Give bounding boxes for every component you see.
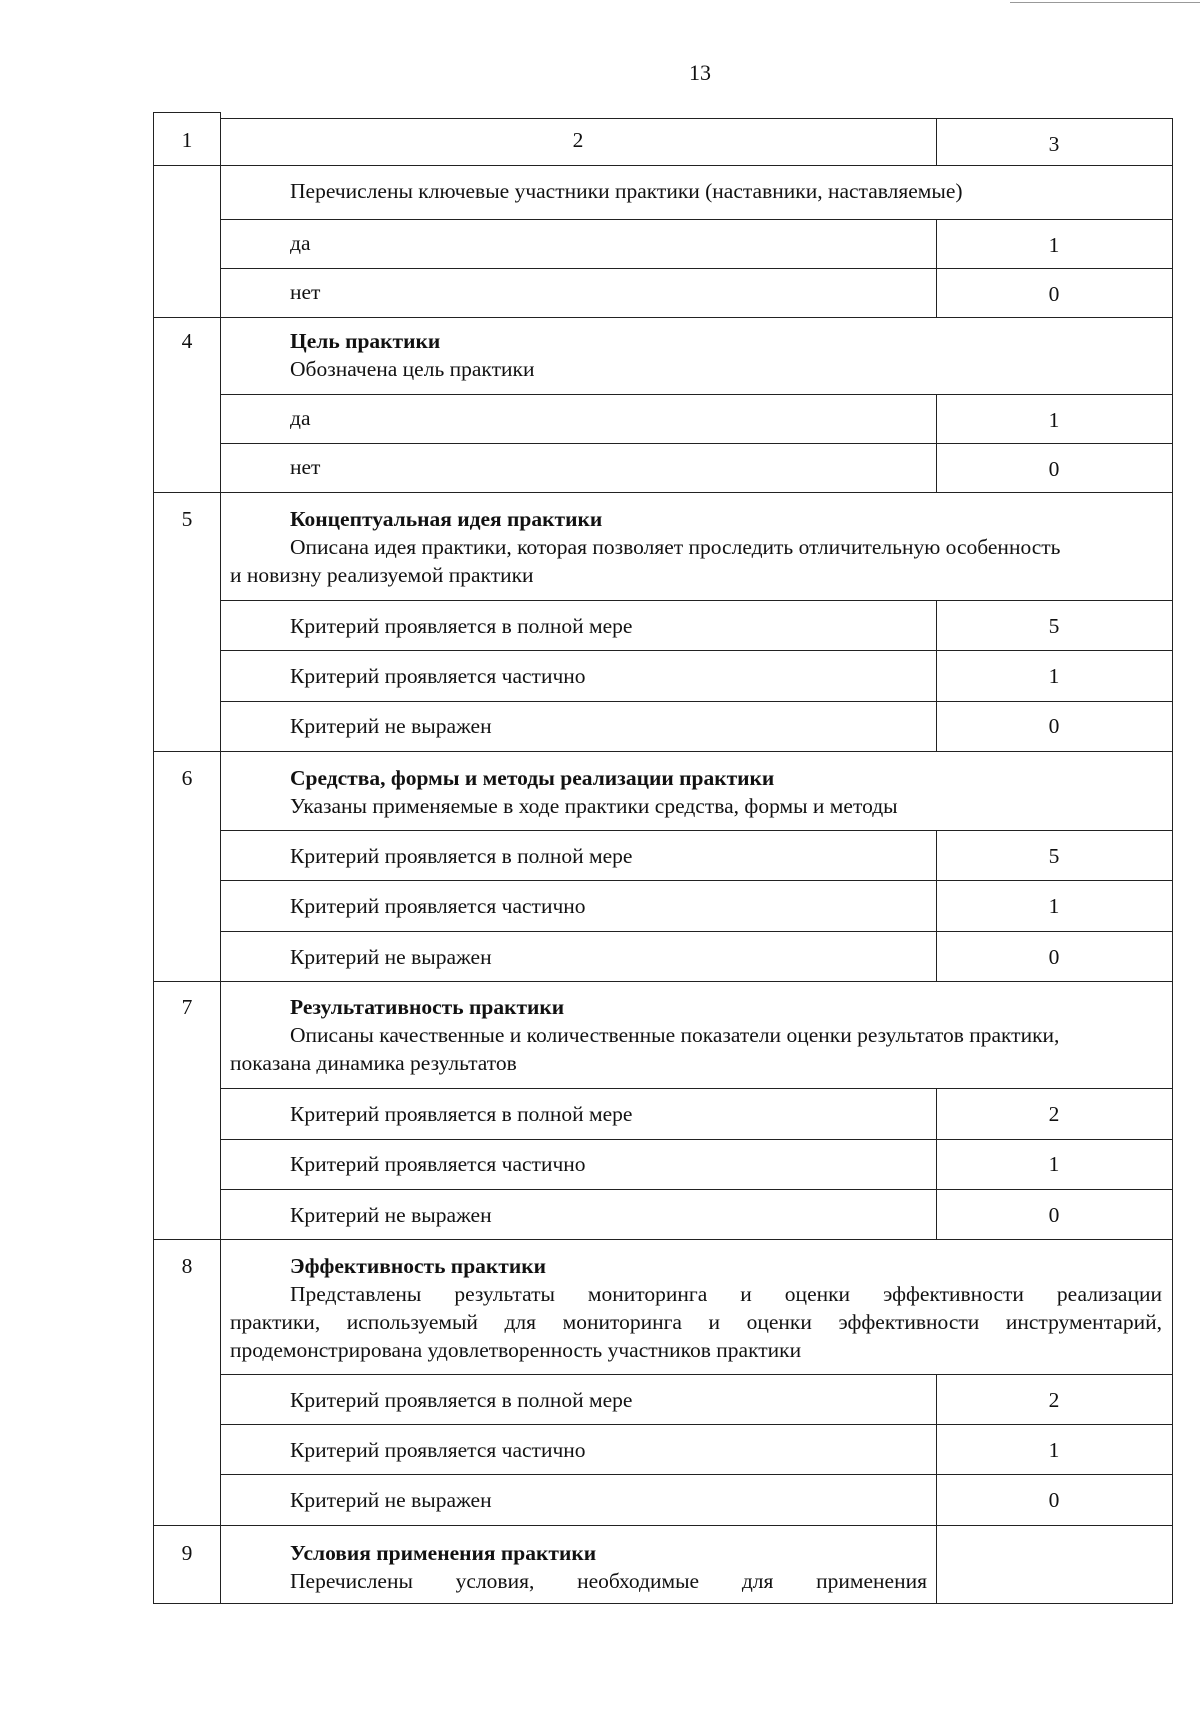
- top-edge-rule: [1010, 2, 1200, 3]
- table-row-divider: [220, 701, 1173, 702]
- option-score: 1: [1048, 894, 1060, 918]
- header-col3: 3: [1048, 132, 1060, 156]
- criterion-description: Обозначена цель практики: [290, 357, 535, 381]
- criterion-description: Перечислены ключевые участники практики (наставники, наставляемые): [290, 179, 963, 203]
- option-score: 1: [1048, 1438, 1060, 1462]
- section-title: Средства, формы и методы реализации практики: [290, 766, 775, 790]
- option-label: Критерий не выражен: [290, 1488, 492, 1512]
- table-row-divider: [153, 165, 1173, 166]
- option-score: 0: [1048, 714, 1060, 738]
- table-row-divider: [220, 1139, 1173, 1140]
- table-row-divider: [220, 219, 1173, 220]
- option-label: Критерий проявляется в полной мере: [290, 614, 633, 638]
- table-row-divider: [220, 830, 1173, 831]
- option-label: Критерий проявляется в полной мере: [290, 844, 633, 868]
- option-score: 2: [1048, 1102, 1060, 1126]
- table-row-divider: [220, 880, 1173, 881]
- criterion-description: и новизну реализуемой практики: [230, 563, 534, 587]
- criterion-description: Перечислены условия, необходимые для применения: [290, 1569, 927, 1593]
- option-label: Критерий проявляется частично: [290, 664, 586, 688]
- option-score: 2: [1048, 1388, 1060, 1412]
- option-label: Критерий проявляется частично: [290, 1438, 586, 1462]
- option-score: 1: [1048, 1152, 1060, 1176]
- header-col1: 1: [181, 128, 193, 152]
- criterion-description: Представлены результаты мониторинга и оценки эффективности реализации: [290, 1282, 1162, 1306]
- option-label: Критерий проявляется частично: [290, 894, 586, 918]
- table-row-divider: [153, 1525, 1173, 1526]
- criterion-description: Описана идея практики, которая позволяет проследить отличительную особенность: [290, 535, 1061, 559]
- option-label: Критерий не выражен: [290, 945, 492, 969]
- section-number: 9: [181, 1541, 193, 1565]
- section-number: 5: [181, 507, 193, 531]
- table-row-divider: [153, 981, 1173, 982]
- option-score: 0: [1048, 282, 1060, 306]
- option-score: 0: [1048, 1203, 1060, 1227]
- section-title: Условия применения практики: [290, 1541, 597, 1565]
- table-col-divider-2: [936, 1525, 937, 1604]
- criterion-description: практики, используемый для мониторинга и оценки эффективности инструментарий,: [230, 1310, 1162, 1334]
- option-score: 5: [1048, 844, 1060, 868]
- table-row-divider: [220, 931, 1173, 932]
- option-label: да: [290, 406, 311, 430]
- table-border-top: [220, 118, 1173, 119]
- table-row-divider: [153, 751, 1173, 752]
- option-score: 5: [1048, 614, 1060, 638]
- table-row-divider: [153, 492, 1173, 493]
- table-row-divider: [220, 268, 1173, 269]
- option-label: Критерий проявляется частично: [290, 1152, 586, 1176]
- option-label: Критерий проявляется в полной мере: [290, 1102, 633, 1126]
- option-label: Критерий проявляется в полной мере: [290, 1388, 633, 1412]
- criterion-description: Указаны применяемые в ходе практики средства, формы и методы: [290, 794, 898, 818]
- option-label: Критерий не выражен: [290, 714, 492, 738]
- table-row-divider: [220, 1474, 1173, 1475]
- table-border-bottom: [153, 1603, 1173, 1604]
- header-col2: 2: [572, 128, 584, 152]
- section-number: 4: [181, 329, 193, 353]
- section-number: 6: [181, 766, 193, 790]
- table-row-divider: [153, 1239, 1173, 1240]
- option-score: 1: [1048, 233, 1060, 257]
- section-number: 7: [181, 995, 193, 1019]
- section-title: Цель практики: [290, 329, 441, 353]
- table-row-divider: [220, 443, 1173, 444]
- option-score: 0: [1048, 457, 1060, 481]
- option-score: 1: [1048, 664, 1060, 688]
- table-row-divider: [220, 1189, 1173, 1190]
- section-title: Эффективность практики: [290, 1254, 547, 1278]
- option-score: 0: [1048, 1488, 1060, 1512]
- section-number: 8: [181, 1254, 193, 1278]
- table-border-top: [153, 112, 221, 113]
- option-score: 1: [1048, 408, 1060, 432]
- criterion-description: продемонстрирована удовлетворенность участников практики: [230, 1338, 802, 1362]
- table-row-divider: [220, 1088, 1173, 1089]
- option-label: да: [290, 231, 311, 255]
- option-label: нет: [290, 280, 321, 304]
- table-row-divider: [220, 1424, 1173, 1425]
- section-title: Результативность практики: [290, 995, 565, 1019]
- table-row-divider: [220, 600, 1173, 601]
- table-row-divider: [220, 394, 1173, 395]
- option-score: 0: [1048, 945, 1060, 969]
- table-row-divider: [220, 1374, 1173, 1375]
- section-title: Концептуальная идея практики: [290, 507, 603, 531]
- table-row-divider: [153, 317, 1173, 318]
- table-row-divider: [220, 650, 1173, 651]
- criterion-description: Описаны качественные и количественные показатели оценки результатов практики,: [290, 1023, 1060, 1047]
- table-border-right: [1172, 118, 1173, 1604]
- option-label: нет: [290, 455, 321, 479]
- criterion-description: показана динамика результатов: [230, 1051, 517, 1075]
- page-number: 13: [689, 60, 711, 85]
- option-label: Критерий не выражен: [290, 1203, 492, 1227]
